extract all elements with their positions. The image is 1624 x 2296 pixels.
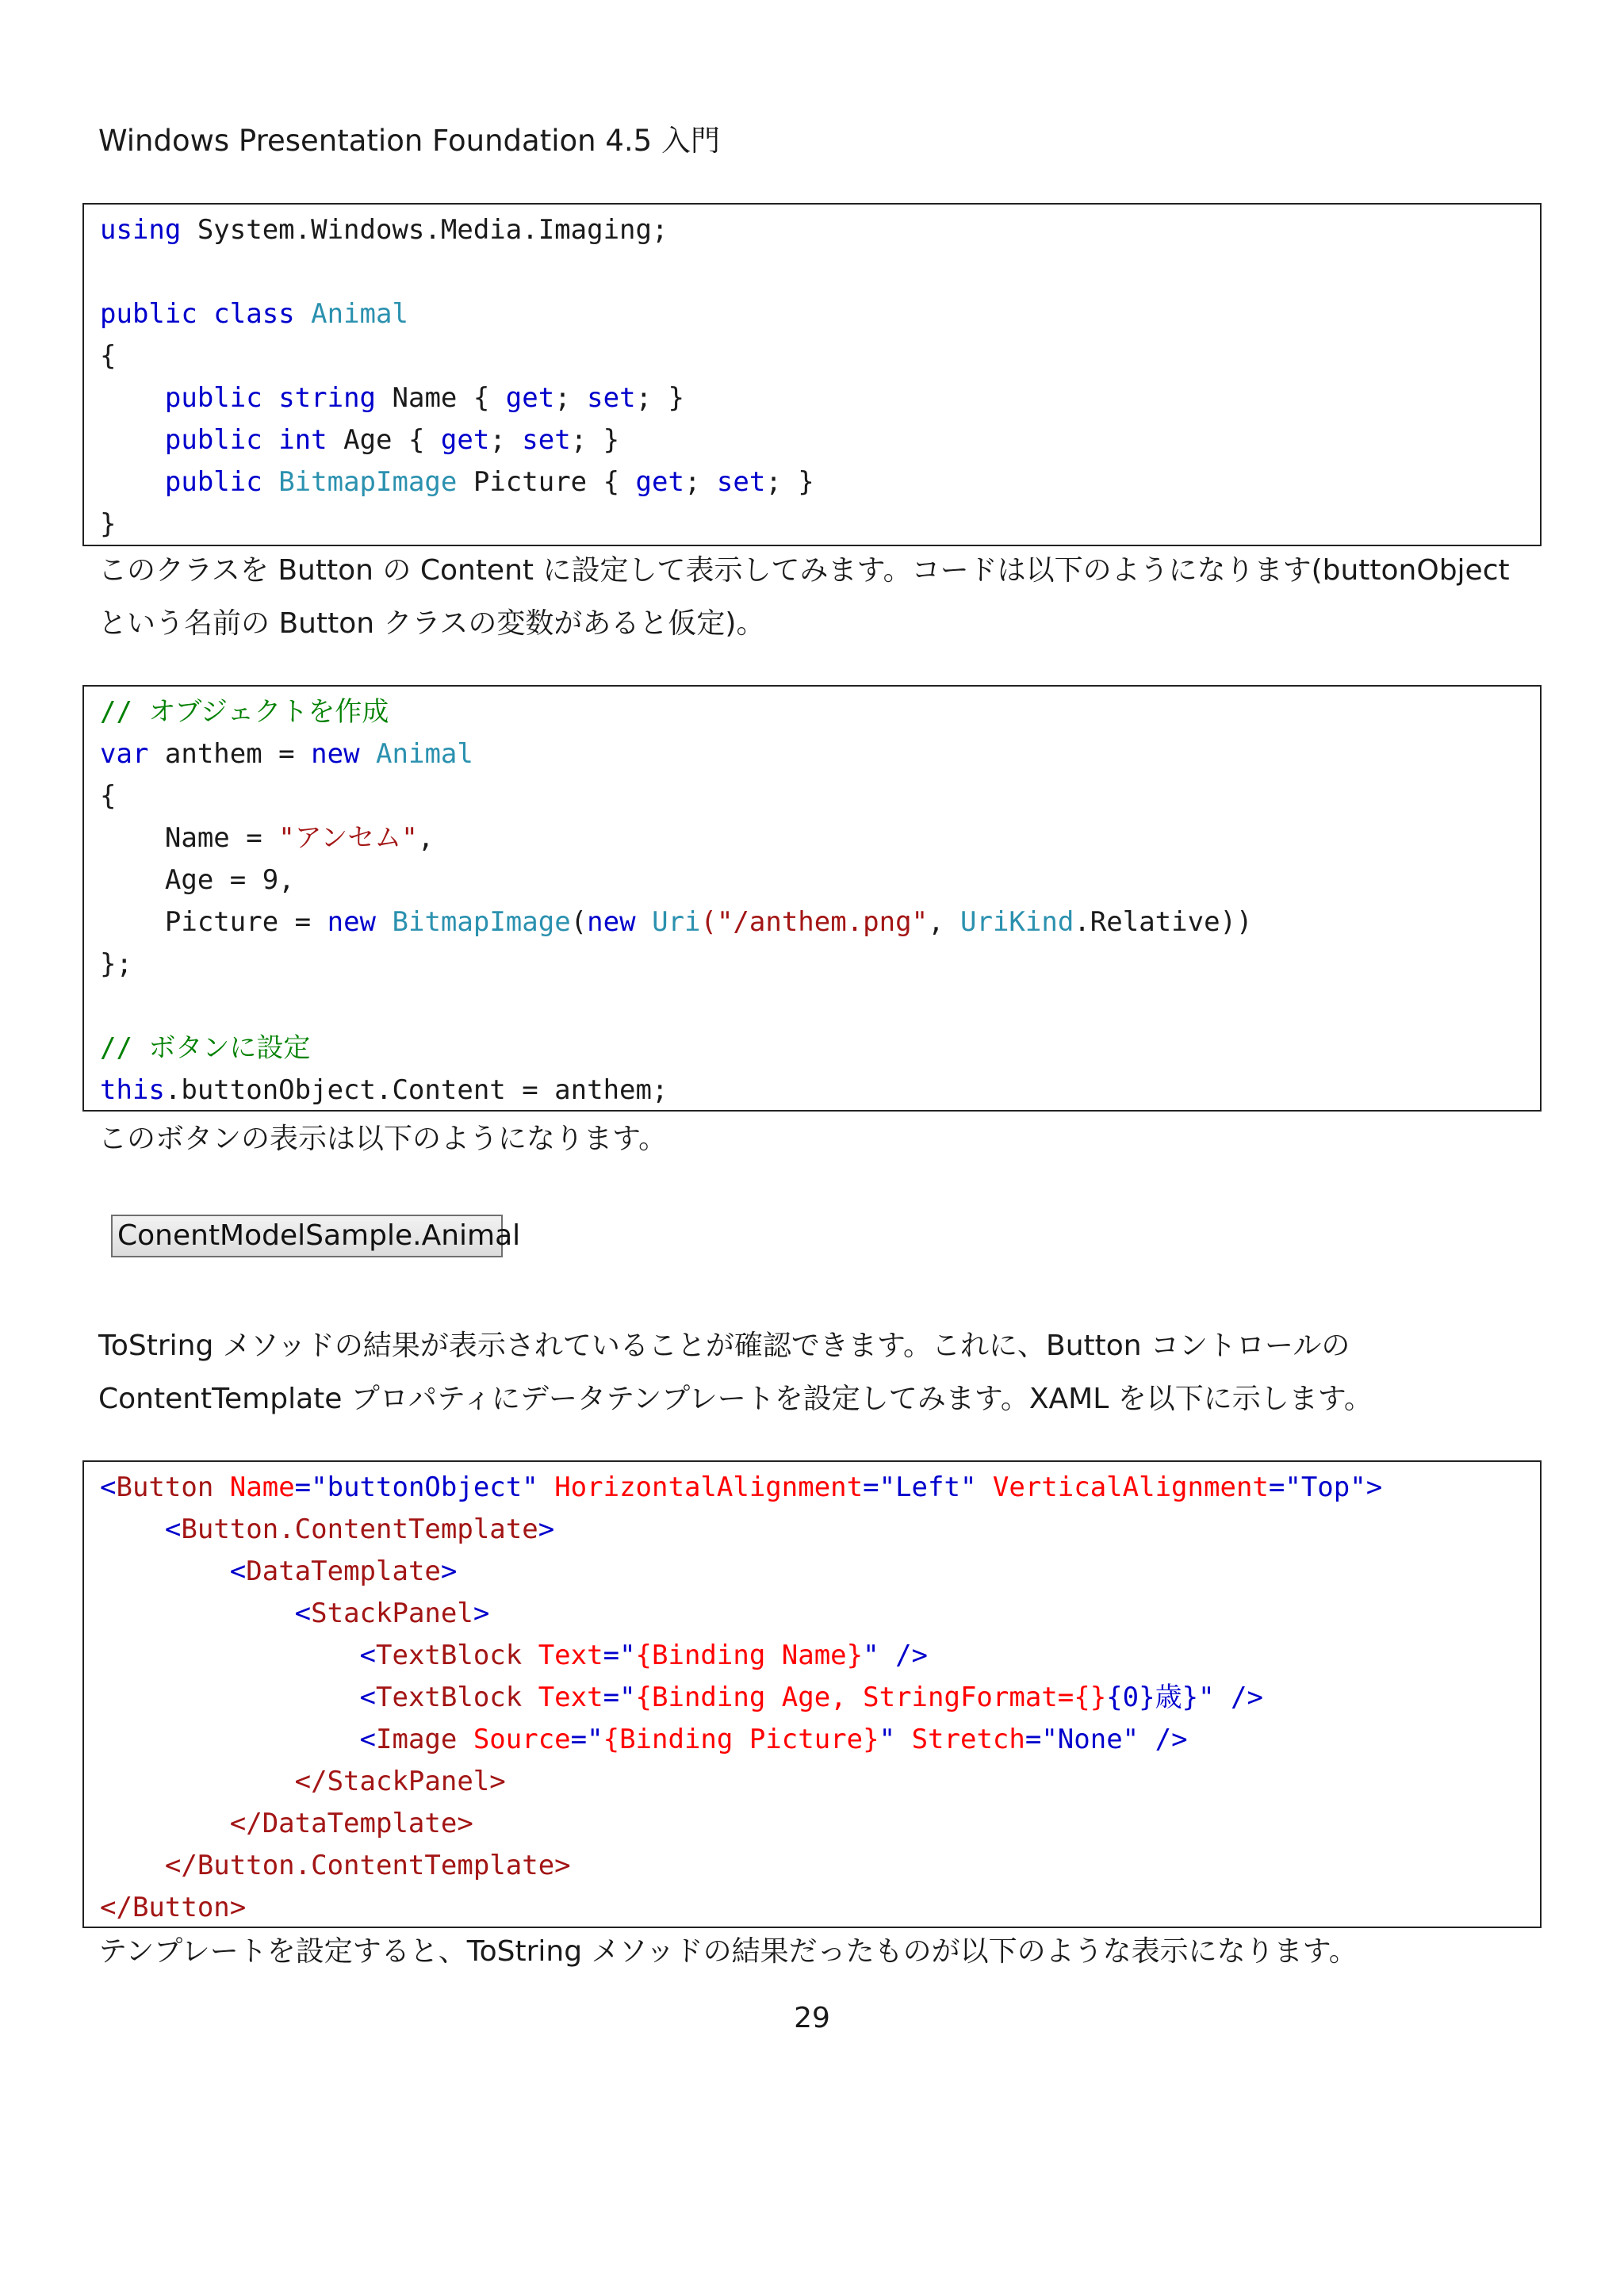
code-tag: </StackPanel> <box>294 1766 506 1797</box>
code-text: ; } <box>765 466 814 498</box>
page-number: 29 <box>794 2002 830 2034</box>
code-keyword: get <box>505 382 555 414</box>
code-line <box>100 775 1540 817</box>
code-keyword: get <box>635 466 684 498</box>
code-string: ("/anthem.png" <box>700 906 929 938</box>
code-tag: DataTemplate <box>246 1556 441 1587</box>
sample-button[interactable]: ConentModelSample.Animal <box>111 1215 503 1257</box>
code-line <box>100 377 1540 419</box>
code-bracket: > <box>440 1556 458 1587</box>
code-line <box>100 691 1540 733</box>
code-text: .buttonObject.Content = anthem; <box>164 1074 668 1106</box>
code-attribute: Text <box>522 1682 603 1713</box>
code-line <box>100 859 1540 901</box>
code-text: ; <box>684 466 717 498</box>
code-keyword: set <box>522 424 571 456</box>
code-line <box>100 1467 1540 1509</box>
code-bracket: < <box>294 1598 312 1629</box>
code-block-xaml <box>82 1460 1542 1928</box>
code-value-binding: {Binding Picture} <box>603 1724 879 1755</box>
code-tag: Button <box>116 1471 214 1503</box>
code-bracket: > <box>473 1598 490 1629</box>
code-type: BitmapImage <box>278 466 458 498</box>
code-type: UriKind <box>960 906 1074 938</box>
code-text: Name = <box>164 822 279 854</box>
code-value: =" <box>603 1682 636 1713</box>
code-line <box>100 1761 1540 1803</box>
code-bracket: /> <box>1214 1682 1263 1713</box>
code-line <box>100 1635 1540 1677</box>
code-bracket: < <box>229 1556 247 1587</box>
code-text: System.Windows.Media.Imaging; <box>181 214 668 246</box>
code-value: " <box>1198 1682 1215 1713</box>
code-tag: Button.ContentTemplate <box>181 1513 538 1545</box>
code-line <box>100 1845 1540 1887</box>
code-line <box>100 1803 1540 1845</box>
code-text: Name { <box>376 382 506 414</box>
code-value-binding: {Binding Name} <box>635 1640 864 1671</box>
code-text: anthem = <box>148 738 312 770</box>
code-text: , <box>928 906 961 938</box>
code-attribute: Text <box>522 1640 603 1671</box>
code-tag: Image <box>376 1724 458 1755</box>
paragraph-button-display: このボタンの表示は以下のようになります。 <box>98 1123 668 1155</box>
code-value: ="Top" <box>1268 1471 1366 1503</box>
code-line <box>100 1719 1540 1761</box>
code-text: ; <box>489 424 523 456</box>
code-line <box>100 1887 1540 1929</box>
code-bracket: < <box>100 1471 117 1503</box>
code-text: ; <box>554 382 588 414</box>
paragraph-template-result: テンプレートを設定すると、ToString メソッドの結果だったものが以下のような表示になります。 <box>98 1935 1358 1968</box>
code-tag: StackPanel <box>311 1598 473 1629</box>
code-keyword: get <box>440 424 490 456</box>
code-value: ="buttonObject" <box>294 1471 538 1503</box>
code-comment: // オブジェクトを作成 <box>100 696 389 728</box>
code-attribute: Name <box>213 1471 295 1503</box>
code-keyword: using <box>100 214 182 246</box>
code-keyword: int <box>278 424 327 456</box>
page-header: Windows Presentation Foundation 4.5 入門 <box>98 124 720 158</box>
code-keyword: set <box>587 382 636 414</box>
code-line <box>100 1509 1540 1551</box>
code-keyword: new <box>311 738 360 770</box>
code-value: ="None" <box>1025 1724 1139 1755</box>
code-value-binding: {0}歳} <box>1106 1682 1199 1713</box>
code-bracket: > <box>1365 1471 1383 1503</box>
code-tag: </Button> <box>100 1892 247 1923</box>
paragraph-intro: このクラスを Button の Content に設定して表示してみます。コードは以下のようになります(buttonObject という名前の Button クラスの変数があると仮定)。 <box>98 554 1510 640</box>
code-line <box>100 901 1540 943</box>
code-tag: TextBlock <box>376 1640 523 1671</box>
code-value: =" <box>603 1640 636 1671</box>
code-line <box>100 1593 1540 1635</box>
code-type: Animal <box>376 738 473 770</box>
code-text: Picture = <box>164 906 327 938</box>
code-line-empty <box>100 985 1540 1027</box>
code-type: Uri <box>652 906 701 938</box>
code-line <box>100 335 1540 377</box>
code-keyword: public <box>164 382 262 414</box>
code-text: ( <box>570 906 588 938</box>
code-line <box>100 943 1540 985</box>
code-tag: </DataTemplate> <box>229 1808 473 1839</box>
code-bracket: < <box>359 1724 376 1755</box>
code-attribute: VerticalAlignment <box>976 1471 1269 1503</box>
code-text: { <box>100 780 117 812</box>
code-line-empty <box>100 251 1540 293</box>
code-text: Age = 9, <box>164 864 295 896</box>
code-type: Animal <box>311 298 408 330</box>
code-attribute: HorizontalAlignment <box>538 1471 864 1503</box>
code-text: , <box>417 822 435 854</box>
code-text: ; } <box>570 424 620 456</box>
code-keyword: this <box>100 1074 165 1106</box>
code-attribute: Source <box>457 1724 571 1755</box>
code-line <box>100 1027 1540 1070</box>
code-bracket: > <box>538 1513 555 1545</box>
code-keyword: string <box>278 382 377 414</box>
code-block-object-creation <box>82 685 1542 1112</box>
code-text: Age { <box>327 424 441 456</box>
code-line <box>100 461 1540 503</box>
code-text: Picture { <box>457 466 636 498</box>
paragraph-tostring: ToString メソッドの結果が表示されていることが確認できます。これに、Button コントロールの ContentTemplate プロパティにデータテンプレートを設定してみます。XAML を以下に示します。 <box>98 1330 1373 1415</box>
code-bracket: /> <box>879 1640 929 1671</box>
code-line <box>100 1677 1540 1719</box>
code-keyword: var <box>100 738 149 770</box>
code-bracket: < <box>164 1513 182 1545</box>
code-value: " <box>879 1724 896 1755</box>
code-line <box>100 503 1540 545</box>
code-bracket: /> <box>1139 1724 1188 1755</box>
code-string: "アンセム" <box>278 822 418 854</box>
code-block-class-definition <box>82 203 1542 546</box>
code-line <box>100 733 1540 775</box>
code-value-binding: {Binding Age, StringFormat={} <box>635 1682 1107 1713</box>
code-line <box>100 419 1540 461</box>
code-line <box>100 817 1540 859</box>
code-text: { <box>100 340 117 372</box>
code-type: BitmapImage <box>392 906 571 938</box>
code-keyword: public class <box>100 298 295 330</box>
code-text: ; } <box>635 382 685 414</box>
code-tag: TextBlock <box>376 1682 523 1713</box>
code-value: " <box>863 1640 879 1671</box>
code-line <box>100 1070 1540 1112</box>
code-keyword: new <box>327 906 377 938</box>
code-keyword: new <box>587 906 636 938</box>
code-comment: // ボタンに設定 <box>100 1032 311 1064</box>
code-keyword: public <box>164 424 262 456</box>
code-keyword: public <box>164 466 262 498</box>
code-value: =" <box>570 1724 603 1755</box>
code-line <box>100 1551 1540 1593</box>
code-text: }; <box>100 948 132 980</box>
code-bracket: < <box>359 1640 376 1671</box>
code-line <box>100 209 1540 251</box>
code-value: ="Left" <box>863 1471 977 1503</box>
code-attribute: Stretch <box>895 1724 1025 1755</box>
code-line <box>100 293 1540 335</box>
code-tag: </Button.ContentTemplate> <box>164 1850 571 1881</box>
code-text: } <box>100 508 117 540</box>
code-keyword: set <box>716 466 766 498</box>
code-bracket: < <box>359 1682 376 1713</box>
code-text: .Relative)) <box>1074 906 1253 938</box>
